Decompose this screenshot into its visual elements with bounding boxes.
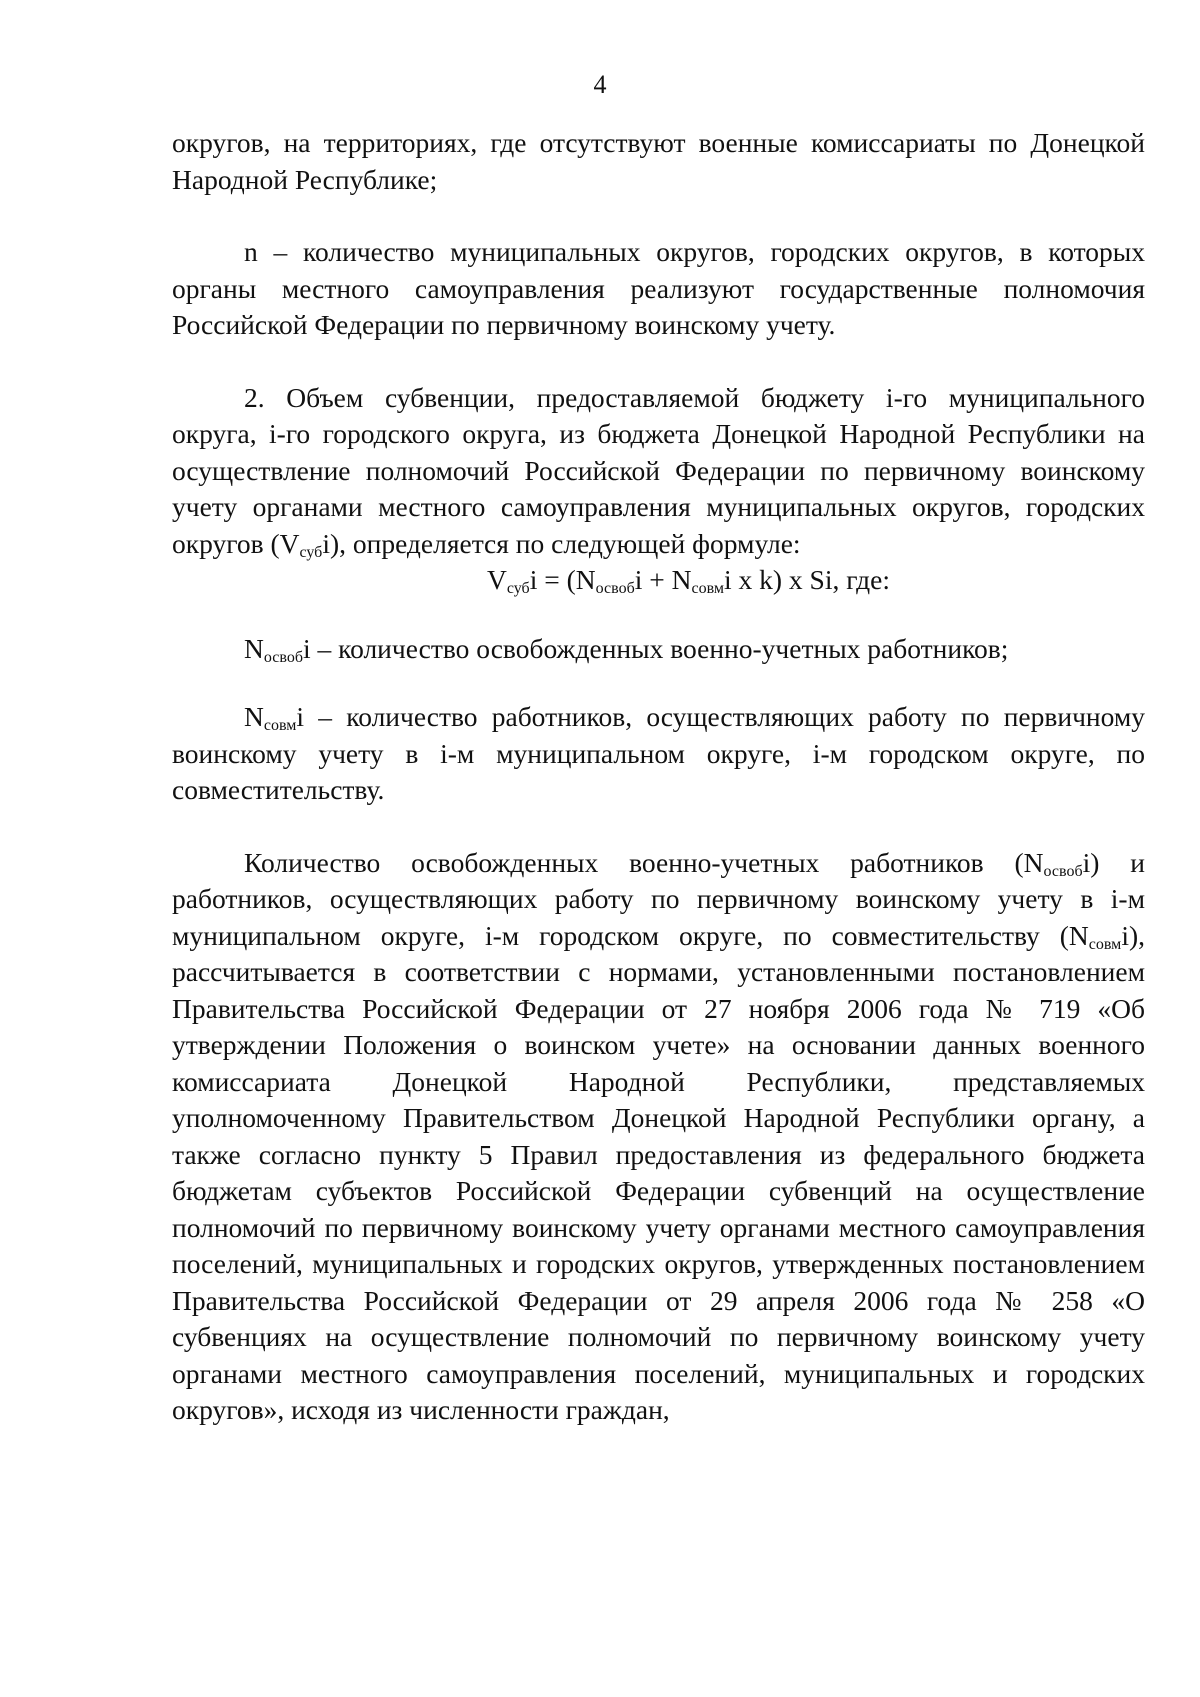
workers-subscript-1: освоб <box>1043 862 1083 880</box>
formula-n1-subscript: освоб <box>595 580 635 597</box>
nosvob-symbol: N <box>244 632 264 664</box>
formula-part-1: i = (N <box>529 564 596 595</box>
nosvob-subscript: освоб <box>263 648 303 666</box>
formula <box>172 562 1145 599</box>
nsovm-text: i – количество работников, осуществляющих работу по первичному воинскому учету в i-м муниципальном округе, i-м городском округе, по совместительству. <box>172 701 1145 805</box>
paragraph-nsovm-definition <box>172 699 1145 809</box>
subvention-subscript: суб <box>299 543 323 561</box>
nsovm-symbol: N <box>244 701 264 732</box>
nosvob-text: i – количество освобожденных военно-учетных работников; <box>302 632 1009 664</box>
paragraph-workers-count <box>172 845 1145 1429</box>
workers-text-b: i) и работников, осуществляющих работу по первичному воинскому учету в i-м муниципальном округе, i-м городском округе, по совместительству (N <box>172 846 1146 951</box>
paragraph-subvention-volume <box>172 380 1145 563</box>
workers-text-c: i), рассчитывается в соответствии с нормами, установленными постановлением Правительства Российской Федерации от 27 ноября 2006 года № 719 «Об утверждении Положения о воинском учете» на основании данных военного комиссариата Донецкой Народной Республики, представляемых уполномоченному Правительством Донецкой Народной Республики органу, а также согласно пункту 5 Правил предоставления из федерального бюджета бюджетам субъектов Российской Федерации субвенций на осуществление полномочий по первичному воинскому учету органами местного самоуправления поселений, муниципальных и городских округов, утвержденных постановлением Правительства Российской Федерации от 29 апреля 2006 года № 258 «О субвенциях на осуществление полномочий по первичному воинскому учету органами местного самоуправления поселений, муниципальных и городских округов», исходя из численности граждан, <box>172 919 1145 1425</box>
nsovm-subscript: совм <box>263 717 297 734</box>
subvention-text-end: i), определяется по следующей формуле: <box>322 527 801 559</box>
workers-text-a: Количество освобожденных военно-учетных работников (N <box>244 846 1044 878</box>
paragraph-nosvob-definition <box>172 631 1145 668</box>
subvention-text: 2. Объем субвенции, предоставляемой бюджету i-го муниципального округа, i-го городского округа, из бюджета Донецкой Народной Республики на осуществление полномочий Российской Федерации по первичному воинскому учету органами местного самоуправления муниципальных округов, городских округов (V <box>172 381 1145 559</box>
formula-part-2: i + N <box>634 564 692 595</box>
paragraph-continuation: округов, на территориях, где отсутствуют военные комиссариаты по Донецкой Народной Республике; <box>172 127 1145 195</box>
paragraph-n-definition: n – количество муниципальных округов, городских округов, в которых органы местного самоуправления реализуют государственные полномочия Российской Федерации по первичному воинскому учету. <box>172 236 1145 340</box>
document-body <box>172 125 1145 1429</box>
formula-v-subscript: суб <box>506 580 530 597</box>
formula-n2-subscript: совм <box>691 580 724 597</box>
formula-v: V <box>487 564 507 595</box>
page-number: 4 <box>593 70 607 99</box>
formula-part-3: i x k) x Si, где: <box>724 564 890 595</box>
workers-subscript-2: совм <box>1088 935 1122 953</box>
